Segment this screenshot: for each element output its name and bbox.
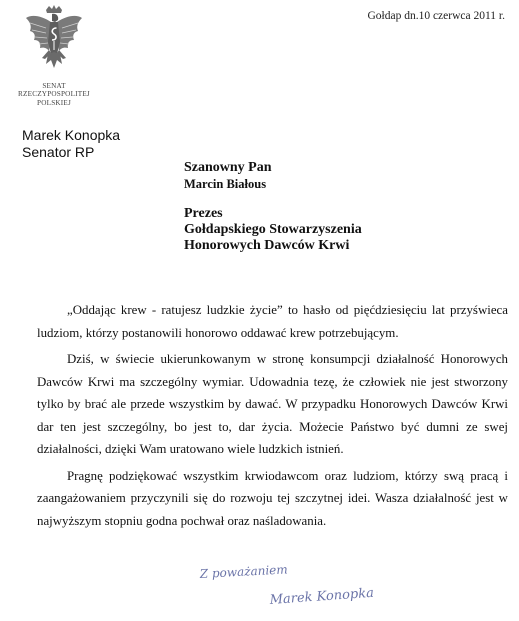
sender-name: Marek Konopka	[22, 127, 121, 143]
recipient-organization-line-2: Honorowych Dawców Krwi	[184, 238, 350, 253]
seal-line: POLSKIEJ	[37, 98, 71, 107]
senate-seal-caption	[4, 82, 104, 107]
letter-body	[37, 299, 508, 536]
letter-date: Gołdap dn.10 czerwca 2011 r.	[367, 10, 505, 22]
recipient-salutation: Szanowny Pan	[184, 160, 272, 175]
signature-closing: Z poważaniem	[199, 562, 289, 581]
recipient-organization-line-1: Gołdapskiego Stowarzyszenia	[184, 222, 362, 237]
handwritten-signature	[186, 556, 406, 616]
seal-line: SENAT	[42, 82, 66, 90]
seal-line: RZECZYPOSPOLITEJ	[18, 90, 90, 99]
recipient-role: Prezes	[184, 206, 223, 221]
body-paragraph: Pragnę podziękować wszystkim krwiodawcom oraz ludziom, którzy swą pracą i zaangażowaniem przyczynili się do rozwoju tej szczytnej idei. Wasza działalność jest w najwyższym stopniu godna pochwał oraz naśladowania.	[37, 468, 508, 528]
recipient-block	[184, 160, 362, 254]
sender-title: Senator RP	[22, 144, 95, 160]
senate-eagle-emblem-icon	[24, 4, 84, 78]
sender-block	[22, 127, 120, 161]
recipient-name: Marcin Białous	[184, 177, 267, 191]
body-paragraph: Dziś, w świecie ukierunkowanym w stronę konsumpcji działalność Honorowych Dawców Krwi ma szczególny wymiar. Udowadnia tezę, że człowiek nie jest stworzony tylko by brać ale przede wszystkim by dawać. W przypadku Honorowych Dawców Krwi dar ten jest szczególny, bo jest to, dar życia. Możecie Państwo być dumni ze swej działalności, dzięki Wam uratowano wiele ludzkich istnień.	[37, 352, 508, 456]
signature-name: Marek Konopka	[269, 585, 375, 608]
body-paragraph: „Oddając krew - ratujesz ludzkie życie” to hasło od pięćdziesięciu lat przyświeca ludziom, którzy postanowili honorowo oddawać krew potrzebującym.	[37, 303, 508, 340]
